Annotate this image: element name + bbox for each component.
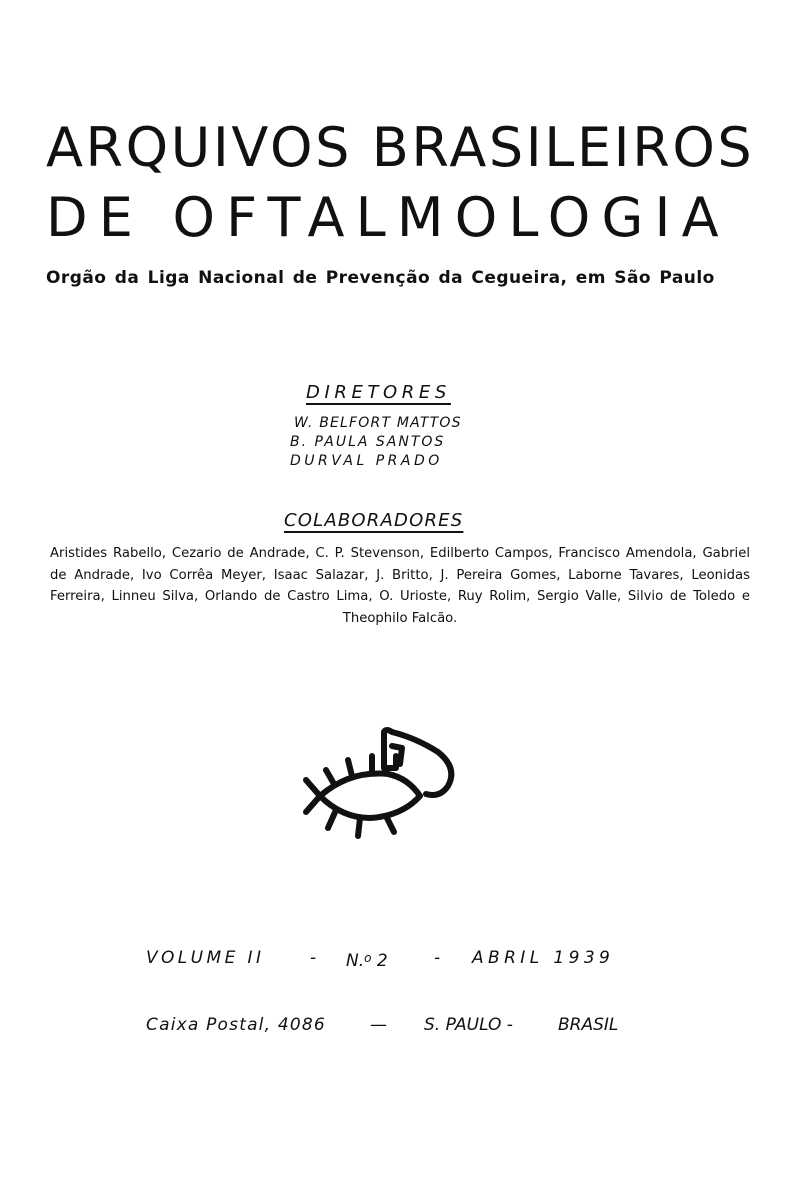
issue-separator: - — [310, 948, 317, 968]
director-name: B. PAULA SANTOS — [290, 434, 446, 450]
issue-number: 2 — [376, 951, 388, 971]
journal-title-line-1: ARQUIVOS BRASILEIROS — [46, 116, 755, 179]
collaborators-heading: COLABORADORES — [284, 510, 464, 531]
issue-number-mark: o — [364, 951, 372, 965]
issue-volume: VOLUME II — [146, 948, 265, 968]
directors-list — [290, 414, 462, 471]
issue-date: ABRIL 1939 — [472, 948, 615, 968]
journal-title-line-2: DE OFTALMOLOGIA — [46, 186, 730, 249]
director-name: DURVAL PRADO — [290, 453, 443, 469]
issue-separator: - — [434, 948, 441, 968]
eye-emblem-icon — [290, 724, 470, 854]
address-dash: — — [370, 1015, 387, 1035]
postal-box: Caixa Postal, 4086 — [146, 1015, 326, 1035]
director-name: W. BELFORT MATTOS — [294, 415, 462, 431]
issue-number-prefix: N. — [346, 951, 365, 971]
collaborators-list: Aristides Rabello, Cezario de Andrade, C. P. Stevenson, Edilberto Campos, Francisco Amendola, Gabriel de Andrade, Ivo Corrêa Meyer, Isaac Salazar, J. Britto, J. Pereira Gomes, Laborne Tavares, Leonidas Ferreira, Linneu Silva, Orlando de Castro Lima, O. Urioste, Ruy Rolim, Sergio Valle, Silvio de Toledo e Theophilo Falcão. — [50, 546, 750, 626]
address-country: BRASIL — [558, 1015, 619, 1035]
directors-heading: DIRETORES — [306, 382, 451, 403]
journal-subtitle: Orgão da Liga Nacional de Prevenção da Cegueira, em São Paulo — [46, 268, 715, 288]
address-city: S. PAULO - — [424, 1015, 513, 1035]
issue-number-group — [346, 945, 388, 974]
